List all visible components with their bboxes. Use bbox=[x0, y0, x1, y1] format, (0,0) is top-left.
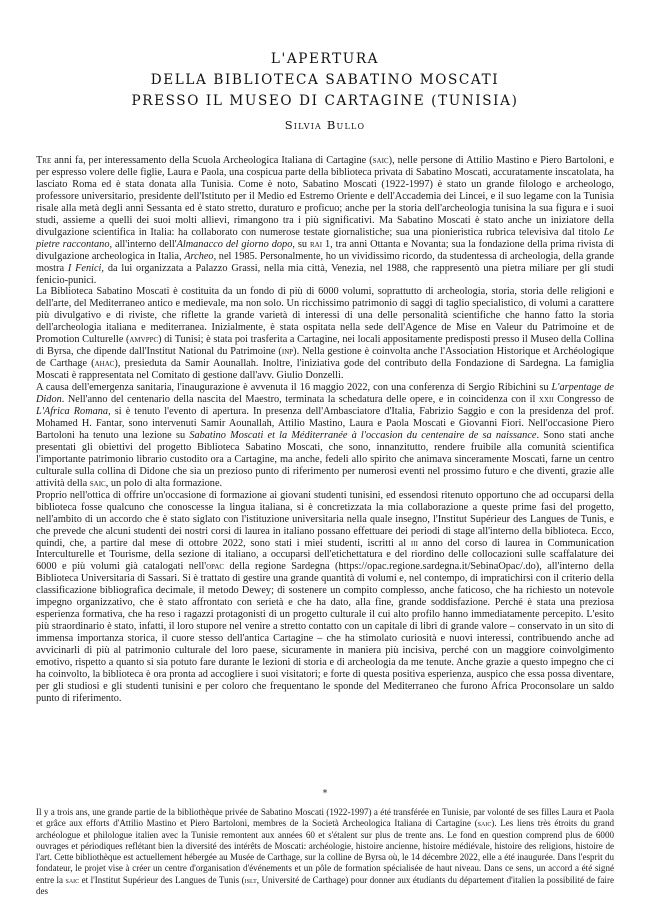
article-body bbox=[36, 155, 614, 705]
section-separator: * bbox=[322, 789, 328, 799]
italic-title: L'arpentage de Didon bbox=[36, 382, 614, 406]
italic-title: L'Africa Romana bbox=[36, 406, 109, 418]
text-run: della regione Sardegna (https://opac.regione.sardegna.it/SebinaOpac/.do), all'interno della Biblioteca Universitaria di Sassari. Si è trattato di gestire una grande quantità di volumi e, nel contempo, di impratichirsi con il criterio della classificazione bibliografica decimale, il metodo Dewey; di sostenere un compito complesso, anche faticoso, che ha richiesto un notevole impegno organizzativo, che è stato affrontato con serietà e che ha dato, alla fine, grande soddisfazione. Perché è stata una preziosa esperienza formativa, che ha reso i ragazzi protagonisti di un progetto culturale il cui alto profilo hanno immediatamente percepito. L'esito più straordinario è stato, infatti, il loro stupore nel venire a stretto contatto con un capitale di libri di grande valore – conservato in un sito di immensa importanza storica, il cuore stesso dell'antica Cartagine – che ha stimolato curiosità e nuovi interessi, contribuendo anche ad avvicinarli di più al patrimonio culturale del loro paese, sicuramente in maniera più incisiva, perché con un maggiore coinvolgimento emotivo, rispetto a quanto si sia potuto fare durante le lezioni di storia e di archeologia da me tenute. Anche grazie a questo impegno che ci ha coinvolto, la biblioteca è ora pronta ad accogliere i suoi visitatori; e forte di questa positiva esperienza, auspico che essa possa diventare, per gli studiosi e gli studenti tunisini e per coloro che frequentano le sponde del Mediterraneo che furono Africa Proconsolare un saldo punto di riferimento. bbox=[36, 561, 615, 704]
acronym: saic bbox=[65, 874, 80, 885]
paragraph-4 bbox=[36, 490, 614, 705]
lead-word: Tre bbox=[36, 155, 52, 166]
text-run: , si è tenuto l'evento di apertura. In presenza dell'Ambasciatore d'Italia, Fabrizio Saggio e con la presidenza del prof. Mohamed H. Fantar, sono intervenuti Samir Aounallah, Attilio Mastino, Laura e Paola Moscati e Giovanni Fiori. Nell'occasione Piero Bartoloni ha tenuto una lezione su bbox=[36, 406, 614, 441]
paragraph-3 bbox=[36, 382, 614, 490]
text-run: , da lui organizzata a Palazzo Grassi, nella mia città, Venezia, nel 1988, che rappresentò una pietra miliare per gli studi fenicio-punici. bbox=[36, 262, 615, 286]
paragraph-1 bbox=[36, 155, 614, 286]
acronym: amvppc bbox=[129, 334, 159, 346]
french-summary bbox=[36, 807, 614, 897]
text-run: ). Les liens très étroits du grand archéologue et philologue italien avec la Tunisie remontent aux années 60 et s'étalent sur plus de trente ans. Le fond en question comprend plus de 6000 ouvrages et périodiques reflétant bien la diversité des intérêts de Moscati: archéologie, histoire ancienne, histoire médiévale, histoire des religions, histoire de l'art. Cette bibliothèque est actuellement hébergée au Musée de Carthage, sur la colline de Byrsa où, le 14 décembre 2022, elle a été inaugurée. Dans l'esprit du fondateur, le projet vise à créer un centre d'organisation d'événements et un pôle de formation spécialisée de haut niveau. Dans ce sens, un accord a été signé entre la bbox=[36, 818, 614, 885]
acronym: saic bbox=[372, 155, 389, 166]
article-title-line-2: DELLA BIBLIOTECA SABATINO MOSCATI bbox=[150, 72, 500, 88]
author-name: Silvia Bullo bbox=[284, 118, 366, 132]
paragraph-2 bbox=[36, 286, 614, 382]
text-run: , all'interno dell' bbox=[109, 238, 177, 250]
italic-title: Le pietre raccontano bbox=[36, 226, 614, 250]
text-run: ), nelle persone di Attilio Mastino e Piero Bartoloni, e per espresso volere delle figlie, Laura e Paola, una cospicua parte della biblioteca privata di Sabatino Moscati, accuratamente inscatolata, ha lasciato Roma ed è stata donata alla Tunisia. Come è noto, Sabatino Moscati (1922-1997) è stato un grande filologo e archeologo, professore universitario, presidente dell'Istituto per il Medio ed Estremo Oriente e dell'Accademia dei Lincei, e il suo legame con la Tunisia risale alla metà degli anni Sessanta ed è stato stretto, duraturo e proficuo; anche per la storia dell'archeologia tunisina la sua figura e i suoi studi, assieme a quelli dei suoi molti allievi, rimangono tra i più significativi. Ma Sabatino Moscati è stato anche un iniziatore della divulgazione scientifica in Italia: ha collaborato con numerose testate giornalistiche; sua una pionieristica rubrica televisiva dal titolo bbox=[36, 155, 614, 238]
text-run: La Biblioteca Sabatino Moscati è costituita da un fondo di più di 6000 volumi, soprattutto di archeologia, storia, storia delle religioni e dell'arte, del Mediterraneo antico e medievale, ma non solo. Un ricchissimo patrimonio di saggi di taglio specialistico, di volumi a carattere più divulgativo e di riviste, che riflette la grande varietà di interessi di una delle personalità scientifiche che hanno fatto la storia dell'archeologia italiana e mediterranea. Inizialmente, è stata ospitata nella sede dell'Agence de Mise en Valeur du Patrimoine et de Promotion Culturelle ( bbox=[36, 286, 614, 346]
italic-title: Almanacco del giorno dopo bbox=[176, 238, 293, 250]
text-run: . Nell'anno del centenario della nascita del Maestro, terminata la schedatura delle opere, e in coincidenza con il bbox=[61, 394, 539, 406]
text-run: Il y a trois ans, une grande partie de la bibliothèque privée de Sabatino Moscati (1922-1997) a été transférée en Tunisie, par volonté de ses filles Laura et Paola et grâce aux efforts d'Attilio Mastino et Piero Bartoloni, membres de la Società Archeologica Italiana di Cartagine ( bbox=[36, 807, 614, 829]
summary-paragraph bbox=[36, 807, 614, 897]
article-title-line-3: PRESSO IL MUSEO DI CARTAGINE (TUNISIA) bbox=[131, 93, 519, 109]
roman-numeral: iii bbox=[410, 537, 418, 549]
text-run: , nel 1985. Personalmente, ho un vividissimo ricordo, da studentessa di archeologia, della grande mostra bbox=[36, 250, 615, 274]
acronym: opac bbox=[206, 561, 225, 573]
roman-numeral: xxii bbox=[538, 394, 554, 406]
text-run: Proprio nell'ottica di offrire un'occasione di formazione ai giovani studenti tunisini, ed essendosi ritenuto opportuno che ad occuparsi della biblioteca fosse qualcuno che conoscesse la lingua italiana, si è concretizzata la mia collaborazione a queste prime fasi del progetto, nell'ambito di un accordo che è stato siglato con l'istituzione universitaria nella quale insegno, l'Institut Supérieur des Langues de Tunis, e che prevede che alcuni studenti dei nostri corsi di laurea in italiano possano effettuare dei periodi di stage all'interno della biblioteca. Ecco, quindi, che, a partire dal mese di ottobre 2022, sono stati i miei studenti, iscritti al bbox=[36, 489, 614, 549]
text-run: Congresso de bbox=[553, 394, 614, 406]
text-run: et l'Institut Supérieur des Langues de Tunis ( bbox=[79, 874, 245, 885]
acronym: ahac bbox=[94, 358, 115, 370]
text-run: 1, tra anni Ottanta e Novanta; sua la fondazione della prima rivista di divulgazione archeologica in Italia, bbox=[36, 238, 614, 262]
acronym: rai bbox=[309, 238, 323, 250]
italic-title: Archeo bbox=[184, 250, 214, 262]
text-run: , un polo di alta formazione. bbox=[105, 477, 223, 489]
text-run: , su bbox=[292, 238, 310, 250]
text-run: ). Nella gestione è coinvolta anche l'Association Historique et Archéologique de Carthage ( bbox=[36, 346, 614, 370]
text-run: anno del corso di laurea in Communication Interculturelle et Tourisme, della sezione di italiano, a occuparsi dell'etichettatura e del riordino delle collocazioni sulle scaffalature dei 6000 e più volumi già catalogati nell' bbox=[36, 537, 615, 573]
italic-title: I Fenici bbox=[67, 262, 102, 274]
acronym: saic bbox=[89, 477, 106, 489]
acronym: islt bbox=[244, 874, 257, 885]
text-run: ), presieduta da Samir Aounallah. Inoltre, l'iniziativa gode del contributo della Fondazione di Sardegna. La famiglia Moscati è rappresentata nel Comitato di gestione dall'avv. Giulio Donzelli. bbox=[36, 358, 614, 382]
acronym: saic bbox=[477, 818, 492, 829]
acronym: inp bbox=[281, 346, 294, 358]
text-run: A causa dell'emergenza sanitaria, l'inaugurazione è avvenuta il 16 maggio 2022, con una conferenza di Sergio Ribichini su bbox=[36, 382, 552, 394]
text-run: . Sono stati anche presentati gli obiettivi del progetto Biblioteca Sabatino Moscati, che sono, innanzitutto, rendere fruibile alla comunità scientifica l'importante patrimonio librario custodito ora a Cartagine, ma anche, fedeli allo spirito che animava sinceramente Moscati, farne un centro culturale sulla collina di Didone che sia un prezioso punto di riferimento per numerosi eventi nel prossimo futuro e che diventi, grazie alle attività della bbox=[36, 429, 614, 489]
text-run: anni fa, per interessamento della Scuola Archeologica Italiana di Cartagine ( bbox=[51, 155, 373, 166]
article-title-line-1: L'APERTURA bbox=[270, 51, 380, 67]
text-run: ) di Tunisi; è stata poi trasferita a Cartagine, nei locali appositamente predisposti presso il Museo della Collina di Byrsa, che dipende dall'Institut National du Patrimoine ( bbox=[36, 334, 614, 358]
italic-title: Sabatino Moscati et la Méditerranée à l'occasion du centenaire de sa naissance bbox=[189, 429, 537, 441]
text-run: , Université de Carthage) pour donner aux étudiants du département d'italien la possibilité de faire des bbox=[36, 874, 614, 897]
